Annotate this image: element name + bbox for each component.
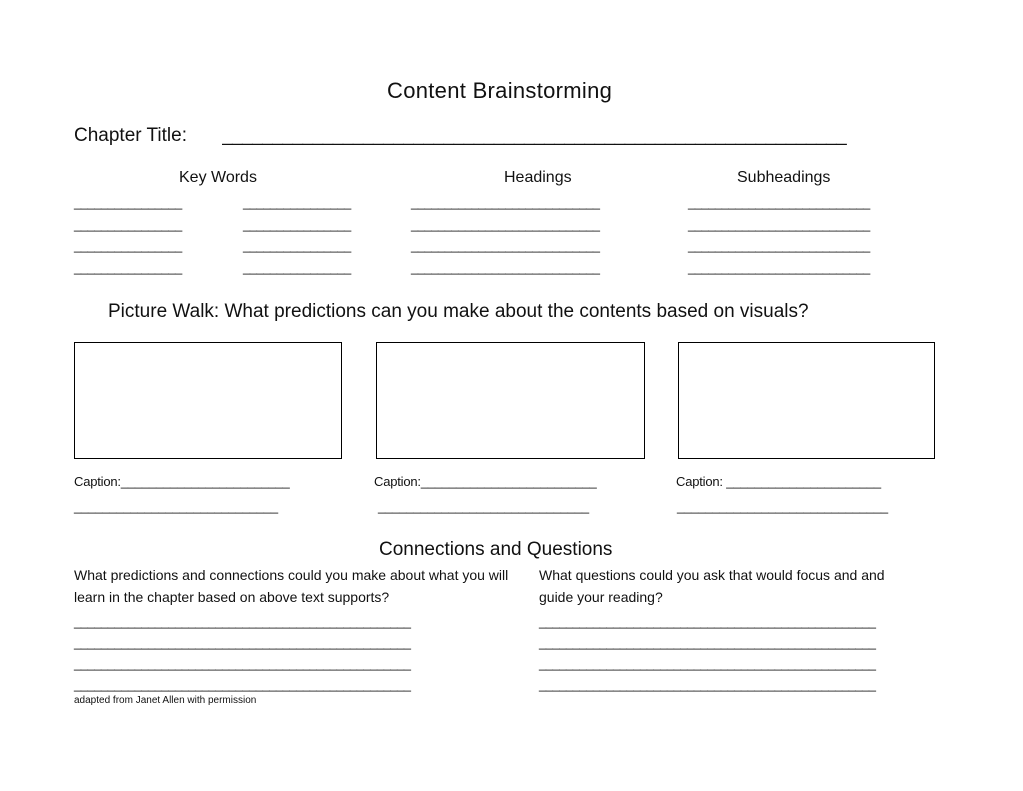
caption-line[interactable]: _________________________ bbox=[420, 474, 597, 489]
picture-box-3[interactable] bbox=[678, 342, 935, 459]
picture-walk-prompt: Picture Walk: What predictions can you make about the contents based on visuals? bbox=[108, 301, 809, 322]
right-answer-line[interactable]: __________________________________________________ bbox=[539, 614, 876, 629]
heading-blank[interactable]: ____________________________ bbox=[411, 195, 600, 210]
left-answer-line[interactable]: __________________________________________________ bbox=[74, 656, 411, 671]
left-question: What predictions and connections could you make about what you will learn in the chapter based on above text supports? bbox=[74, 567, 509, 605]
key-word-blank[interactable]: ________________ bbox=[243, 260, 351, 275]
subheading-blank[interactable]: ___________________________ bbox=[688, 238, 870, 253]
connections-heading: Connections and Questions bbox=[379, 539, 613, 560]
left-answer-line[interactable]: __________________________________________________ bbox=[74, 635, 411, 650]
key-word-blank[interactable]: ________________ bbox=[74, 260, 182, 275]
subheading-blank[interactable]: ___________________________ bbox=[688, 195, 870, 210]
picture-box-1[interactable] bbox=[74, 342, 342, 459]
caption-1-second-line[interactable]: _____________________________ bbox=[74, 499, 278, 514]
caption-label: Caption: bbox=[74, 474, 121, 489]
picture-box-2[interactable] bbox=[376, 342, 645, 459]
caption-line[interactable]: ________________________ bbox=[120, 474, 290, 489]
key-word-blank[interactable]: ________________ bbox=[74, 238, 182, 253]
subheading-blank[interactable]: ___________________________ bbox=[688, 260, 870, 275]
left-answer-line[interactable]: __________________________________________________ bbox=[74, 677, 411, 692]
key-words-header: Key Words bbox=[179, 169, 257, 186]
caption-3[interactable] bbox=[676, 474, 881, 489]
caption-line[interactable]: ______________________ bbox=[722, 474, 881, 489]
subheadings-header: Subheadings bbox=[737, 169, 831, 186]
headings-header: Headings bbox=[504, 169, 572, 186]
caption-2-second-line[interactable]: ______________________________ bbox=[378, 499, 589, 514]
key-word-blank[interactable]: ________________ bbox=[243, 195, 351, 210]
heading-blank[interactable]: ____________________________ bbox=[411, 217, 600, 232]
key-word-blank[interactable]: ________________ bbox=[243, 238, 351, 253]
left-answer-line[interactable]: __________________________________________________ bbox=[74, 614, 411, 629]
key-word-blank[interactable]: ________________ bbox=[74, 217, 182, 232]
page-title: Content Brainstorming bbox=[387, 78, 613, 103]
caption-label: Caption: bbox=[374, 474, 421, 489]
heading-blank[interactable]: ____________________________ bbox=[411, 260, 600, 275]
subheading-blank[interactable]: ___________________________ bbox=[688, 217, 870, 232]
right-answer-line[interactable]: __________________________________________________ bbox=[539, 656, 876, 671]
chapter-title-field[interactable]: ______________________________________________________________ bbox=[222, 125, 847, 146]
caption-1[interactable] bbox=[74, 474, 290, 489]
key-word-blank[interactable]: ________________ bbox=[74, 195, 182, 210]
caption-label: Caption: bbox=[676, 474, 723, 489]
caption-3-second-line[interactable]: ______________________________ bbox=[677, 499, 888, 514]
right-answer-line[interactable]: __________________________________________________ bbox=[539, 635, 876, 650]
attribution: adapted from Janet Allen with permission bbox=[74, 695, 257, 706]
chapter-title-label: Chapter Title: bbox=[74, 125, 187, 146]
heading-blank[interactable]: ____________________________ bbox=[411, 238, 600, 253]
right-answer-line[interactable]: __________________________________________________ bbox=[539, 677, 876, 692]
caption-2[interactable] bbox=[374, 474, 597, 489]
key-word-blank[interactable]: ________________ bbox=[243, 217, 351, 232]
right-question: What questions could you ask that would focus and and guide your reading? bbox=[539, 567, 885, 605]
